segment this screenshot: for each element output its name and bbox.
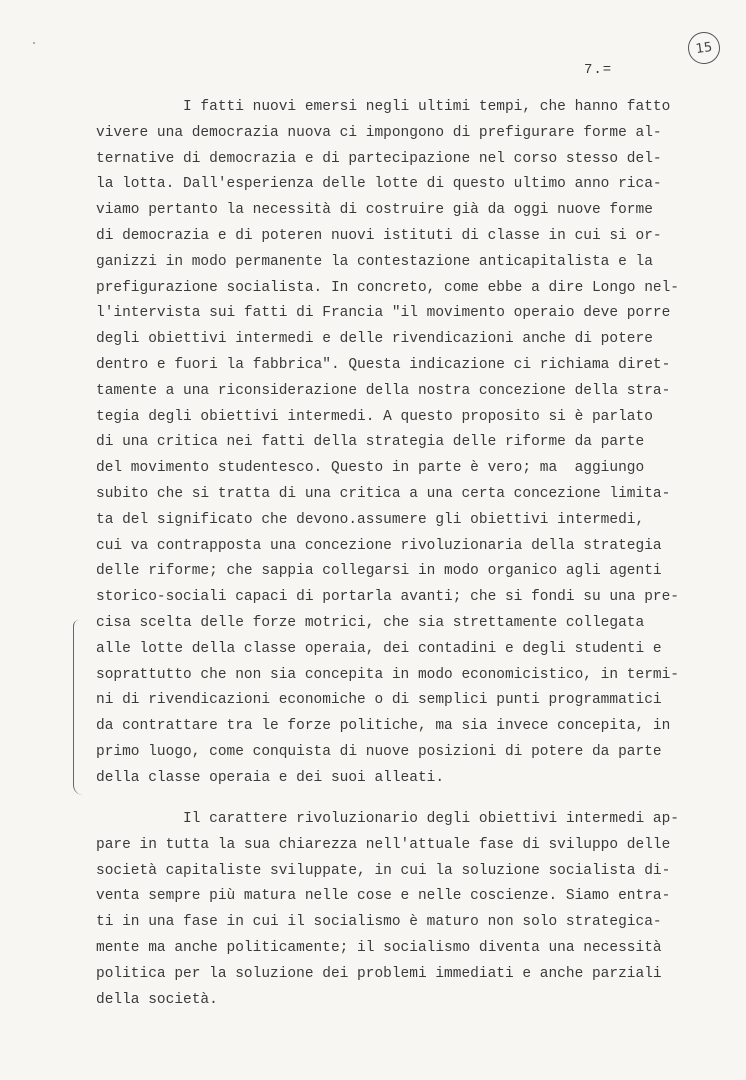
text-line: ternative di democrazia e di partecipazione nel corso stesso del- (96, 150, 662, 167)
text-line: dentro e fuori la fabbrica". Questa indicazione ci richiama diret- (96, 356, 671, 373)
text-line: tegia degli obiettivi intermedi. A questo proposito si è parlato (96, 408, 653, 425)
text-line: tamente a una riconsiderazione della nostra concezione della stra- (96, 382, 671, 399)
text-line: di una critica nei fatti della strategia delle riforme da parte (96, 434, 645, 451)
page-stamp: 15 (686, 30, 722, 66)
text-line: Il carattere rivoluzionario degli obiettivi intermedi ap- (96, 811, 679, 827)
text-line: soprattutto che non sia concepita in modo economicistico, in termi- (96, 666, 679, 683)
text-line: politica per la soluzione dei problemi immediati e anche parziali (96, 965, 662, 982)
paragraph-1 (96, 95, 696, 792)
text-line: degli obiettivi intermedi e delle rivendicazioni anche di potere (96, 331, 653, 348)
text-line: viamo pertanto la necessità di costruire già da oggi nuove forme (96, 202, 653, 219)
text-line: pare in tutta la sua chiarezza nell'attuale fase di sviluppo delle (96, 836, 671, 853)
text-line: ti in una fase in cui il socialismo è maturo non solo strategica- (96, 914, 662, 931)
text-line: da contrattare tra le forze politiche, ma sia invece concepita, in (96, 718, 671, 735)
text-line: venta sempre più matura nelle cose e nelle coscienze. Siamo entra- (96, 888, 671, 905)
text-line: I fatti nuovi emersi negli ultimi tempi, che hanno fatto (96, 99, 671, 115)
text-line: vivere una democrazia nuova ci impongono di prefigurare forme al- (96, 124, 662, 141)
text-line: alle lotte della classe operaia, dei contadini e degli studenti e (96, 640, 662, 657)
text-line: mente ma anche politicamente; il socialismo diventa una necessità (96, 939, 662, 956)
text-line: la lotta. Dall'esperienza delle lotte di questo ultimo anno rica- (96, 176, 662, 193)
text-line: l'intervista sui fatti di Francia "il movimento operaio deve porre (96, 305, 671, 322)
text-line: ta del significato che devono.assumere gli obiettivi intermedi, (96, 511, 645, 528)
paper-speck (33, 42, 35, 44)
text-line: subito che si tratta di una critica a una certa concezione limita- (96, 485, 671, 502)
paragraph-2 (96, 807, 696, 1013)
text-line: società capitaliste sviluppate, in cui la soluzione socialista di- (96, 862, 671, 879)
text-line: del movimento studentesco. Questo in parte è vero; ma aggiungo (96, 460, 645, 477)
text-line: cisa scelta delle forze motrici, che sia strettamente collegata (96, 614, 645, 631)
text-line: della classe operaia e dei suoi alleati. (96, 769, 445, 786)
text-line: storico-sociali capaci di portarla avanti; che si fondi su una pre- (96, 589, 679, 606)
text-line: prefigurazione socialista. In concreto, come ebbe a dire Longo nel- (96, 279, 679, 296)
text-line: primo luogo, come conquista di nuove posizioni di potere da parte (96, 743, 662, 760)
page-number: 7.= (584, 62, 613, 78)
text-line: cui va contrapposta una concezione rivoluzionaria della strategia (96, 537, 662, 554)
text-line: di democrazia e di poteren nuovi istituti di classe in cui si or- (96, 227, 662, 244)
text-line: delle riforme; che sappia collegarsi in modo organico agli agenti (96, 563, 662, 580)
text-line: ni di rivendicazioni economiche o di semplici punti programmatici (96, 692, 662, 709)
text-line: ganizzi in modo permanente la contestazione anticapitalista e la (96, 253, 653, 270)
text-line: della società. (96, 991, 218, 1008)
margin-bracket-mark (73, 620, 84, 795)
